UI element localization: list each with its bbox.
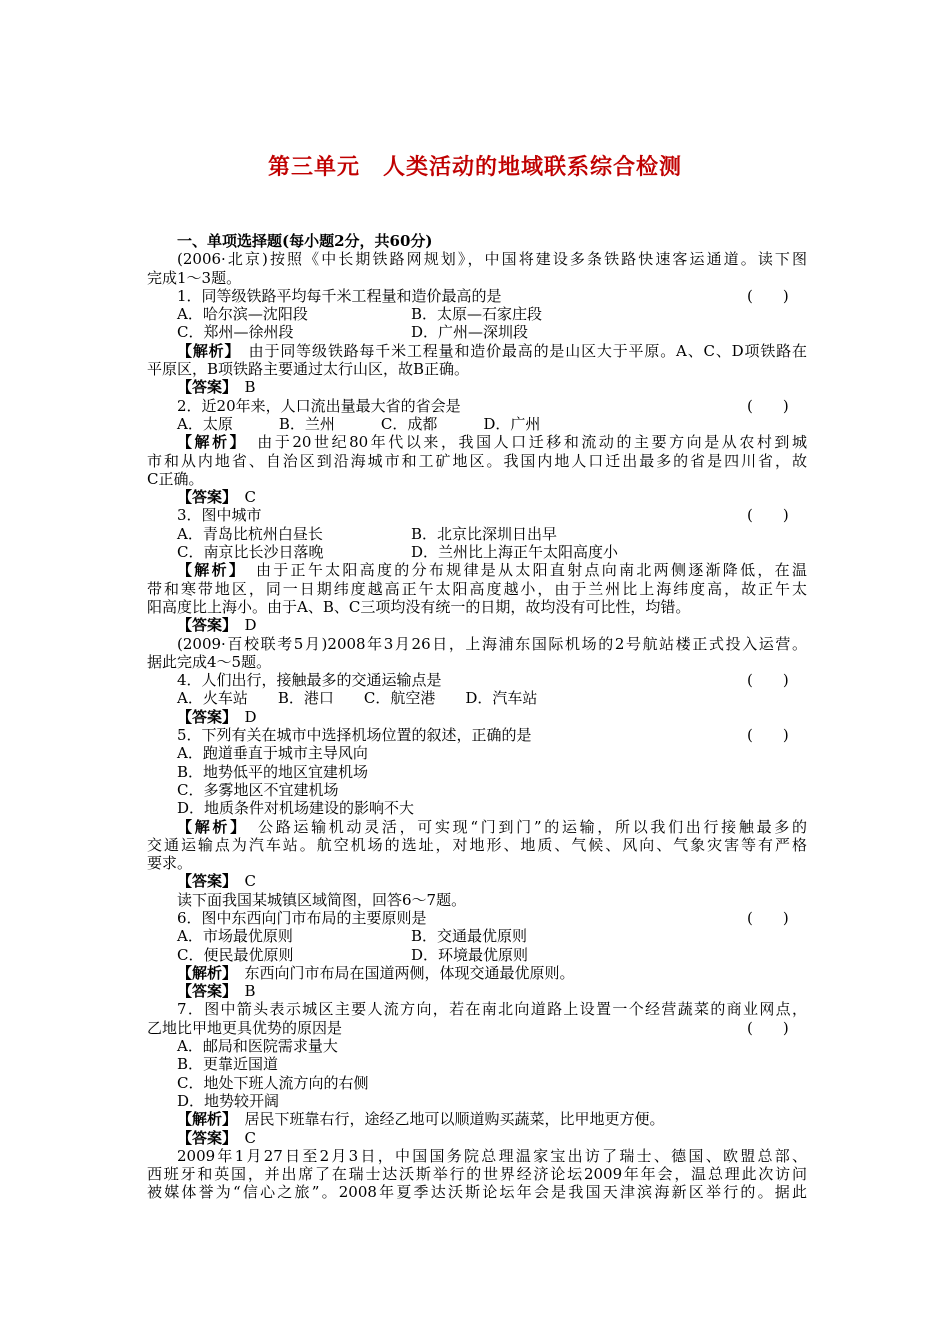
q2-explanation-line-1: 【解析】 由于20世纪80年代以来，我国人口迁移和流动的主要方向是从农村到城 [147,433,807,451]
intro-3: 读下面我国某城镇区域简图，回答6～7题。 [177,890,467,909]
answer-label: 【答案】 [177,707,230,726]
q3-options-cd [147,543,807,561]
intro-2-line-2: 据此完成4～5题。 [147,652,272,671]
q3-options-ab [147,525,807,543]
q6-answer: 【答案】 B [147,982,807,1000]
q5-answer: 【答案】 C [147,872,807,890]
q1-explanation-line-1: 【解析】 由于同等级铁路每千米工程量和造价最高的是山区大于平原。A、C、D项铁路在 [147,342,807,360]
q5-explanation-line-2: 交通运输点为汽车站。航空机场的选址，对地形、地质、气候、风向、气象灾害等有严格 [147,835,807,854]
answer-blank: ( ) [747,726,789,745]
q6-explanation: 【解析】 东西向门市布局在国道两侧，体现交通最优原则。 [147,964,807,982]
answer-label: 【答案】 [177,378,230,397]
q3-explanation-line-3: 阳高度比上海小。由于A、B、C三项均没有统一的日期，故均没有可比性，均错。 [147,597,691,616]
intro-2-line-1: (2009·百校联考5月)2008年3月26日，上海浦东国际机场的2号航站楼正式投入运营。 [177,634,807,653]
answer-label: 【答案】 [177,982,230,1001]
question-5: 5．下列有关在城市中选择机场位置的叙述，正确的是 ( ) [177,726,789,745]
answer-blank: ( ) [747,396,789,415]
option-c: C．郑州—徐州段 [177,323,294,342]
question-6: 6．图中东西向门市布局的主要原则是 ( ) [177,908,789,927]
option-d: D．广州 [483,414,541,433]
option-d: D．广州—深圳段 [411,323,529,342]
option-b: B．港口 [277,689,334,708]
option-d: D．环境最优原则 [411,945,529,964]
passage-line-1: 2009年1月27日至2月3日，中国国务院总理温家宝出访了瑞士、德国、欧盟总部、 [177,1146,807,1165]
q1-explanation-line-2: 平原区，B项铁路主要通过太行山区，故B正确。 [147,360,470,379]
passage-line-2: 西班牙和英国，并出席了在瑞士达沃斯举行的世界经济论坛2009年年会，温总理此次访问 [147,1165,807,1184]
q4-answer: 【答案】 D [147,708,807,726]
option-a: A．火车站 [177,689,248,708]
answer-blank: ( ) [747,671,789,690]
explanation-label: 【解析】 [177,561,239,580]
question-4: 4．人们出行，接触最多的交通运输点是 ( ) [177,671,789,690]
option-c: C．南京比长沙日落晚 [177,543,324,562]
q1-answer: 【答案】 B [147,378,807,396]
option-d: D．兰州比上海正午太阳高度小 [411,543,619,562]
answer-blank: ( ) [747,506,789,525]
q3-explanation-line-1: 【解析】 由于正午太阳高度的分布规律是从太阳直射点向南北两侧逐渐降低，在温 [147,561,807,579]
option-b: B．太原—石家庄段 [411,305,543,324]
option-b: B．北京比深圳日出早 [411,524,558,543]
explanation-label: 【解析】 [177,963,230,982]
explanation-label: 【解析】 [177,433,240,452]
q2-explanation-line-2: 市和从内地省、自治区到沿海城市和工矿地区。我国内地人口迁出最多的省是四川省，故 [147,451,807,470]
option-b: B．交通最优原则 [411,927,528,946]
option-b: B．兰州 [278,414,335,433]
option-c: C．多雾地区不宜建机场 [177,780,339,799]
explanation-label: 【解析】 [177,341,233,360]
option-a: A．青岛比杭州白昼长 [177,524,323,543]
option-a: A．哈尔滨—沈阳段 [177,305,308,324]
option-d: D．地质条件对机场建设的影响不大 [177,799,415,818]
q5-explanation-line-3: 要求。 [147,854,193,873]
q3-answer: 【答案】 D [147,616,807,634]
section-heading: 一、单项选择题(每小题2分，共60分) [177,232,433,250]
option-a: A．跑道垂直于城市主导风向 [177,744,368,763]
option-b: B．更靠近国道 [177,1055,279,1074]
answer-label: 【答案】 [177,872,230,891]
q1-options-ab [147,305,807,323]
q7-explanation: 【解析】 居民下班靠右行，途经乙地可以顺道购买蔬菜，比甲地更方便。 [147,1110,807,1128]
option-c: C．便民最优原则 [177,945,294,964]
answer-label: 【答案】 [177,488,230,507]
answer-label: 【答案】 [177,1128,230,1147]
option-c: C．地处下班人流方向的右侧 [177,1073,369,1092]
option-c: C．成都 [380,414,438,433]
q2-options [147,415,807,433]
question-7-line-1: 7．图中箭头表示城区主要人流方向，若在南北向道路上设置一个经营蔬菜的商业网点， [177,1000,807,1019]
intro-1-line-1: (2006·北京)按照《中长期铁路网规划》，中国将建设多条铁路快速客运通道。读下图 [177,250,807,269]
option-c: C．航空港 [363,689,436,708]
q6-options-ab [147,927,807,945]
explanation-label: 【解析】 [177,1110,230,1129]
answer-blank: ( ) [747,908,789,927]
question-2: 2．近20年来，人口流出量最大省的省会是 ( ) [177,396,789,415]
option-a: A．太原 [177,414,233,433]
answer-label: 【答案】 [177,616,230,635]
q7-answer: 【答案】 C [147,1129,807,1147]
intro-1-line-2: 完成1～3题。 [147,268,242,287]
option-d: D．汽车站 [465,689,538,708]
q3-explanation-line-2: 带和寒带地区，同一日期纬度越高正午太阳高度越小，由于兰州比上海纬度高，故正午太 [147,579,807,598]
question-3: 3．图中城市 ( ) [177,506,789,525]
option-d: D．地势较开阔 [177,1091,280,1110]
document-body [147,232,807,1202]
q4-options [147,689,807,707]
q1-options-cd [147,323,807,341]
passage-line-3: 被媒体誉为“信心之旅”。2008年夏季达沃斯论坛年会是我国天津滨海新区举行的。据此 [147,1183,807,1202]
option-a: A．市场最优原则 [177,927,293,946]
q6-options-cd [147,946,807,964]
explanation-label: 【解析】 [177,817,241,836]
question-7-line-2: 乙地比甲地更具优势的原因是 ( ) [147,1018,789,1037]
q2-explanation-line-3: C正确。 [147,469,204,488]
q5-explanation-line-1: 【解析】 公路运输机动灵活，可实现“门到门”的运输，所以我们出行接触最多的 [147,818,807,836]
question-1: 1．同等级铁路平均每千米工程量和造价最高的是 ( ) [177,286,789,305]
page-title: 第三单元 人类活动的地域联系综合检测 [267,155,682,180]
answer-blank: ( ) [747,286,789,305]
q2-answer: 【答案】 C [147,488,807,506]
option-b: B．地势低平的地区宜建机场 [177,762,369,781]
answer-blank: ( ) [747,1018,789,1037]
option-a: A．邮局和医院需求量大 [177,1037,338,1056]
